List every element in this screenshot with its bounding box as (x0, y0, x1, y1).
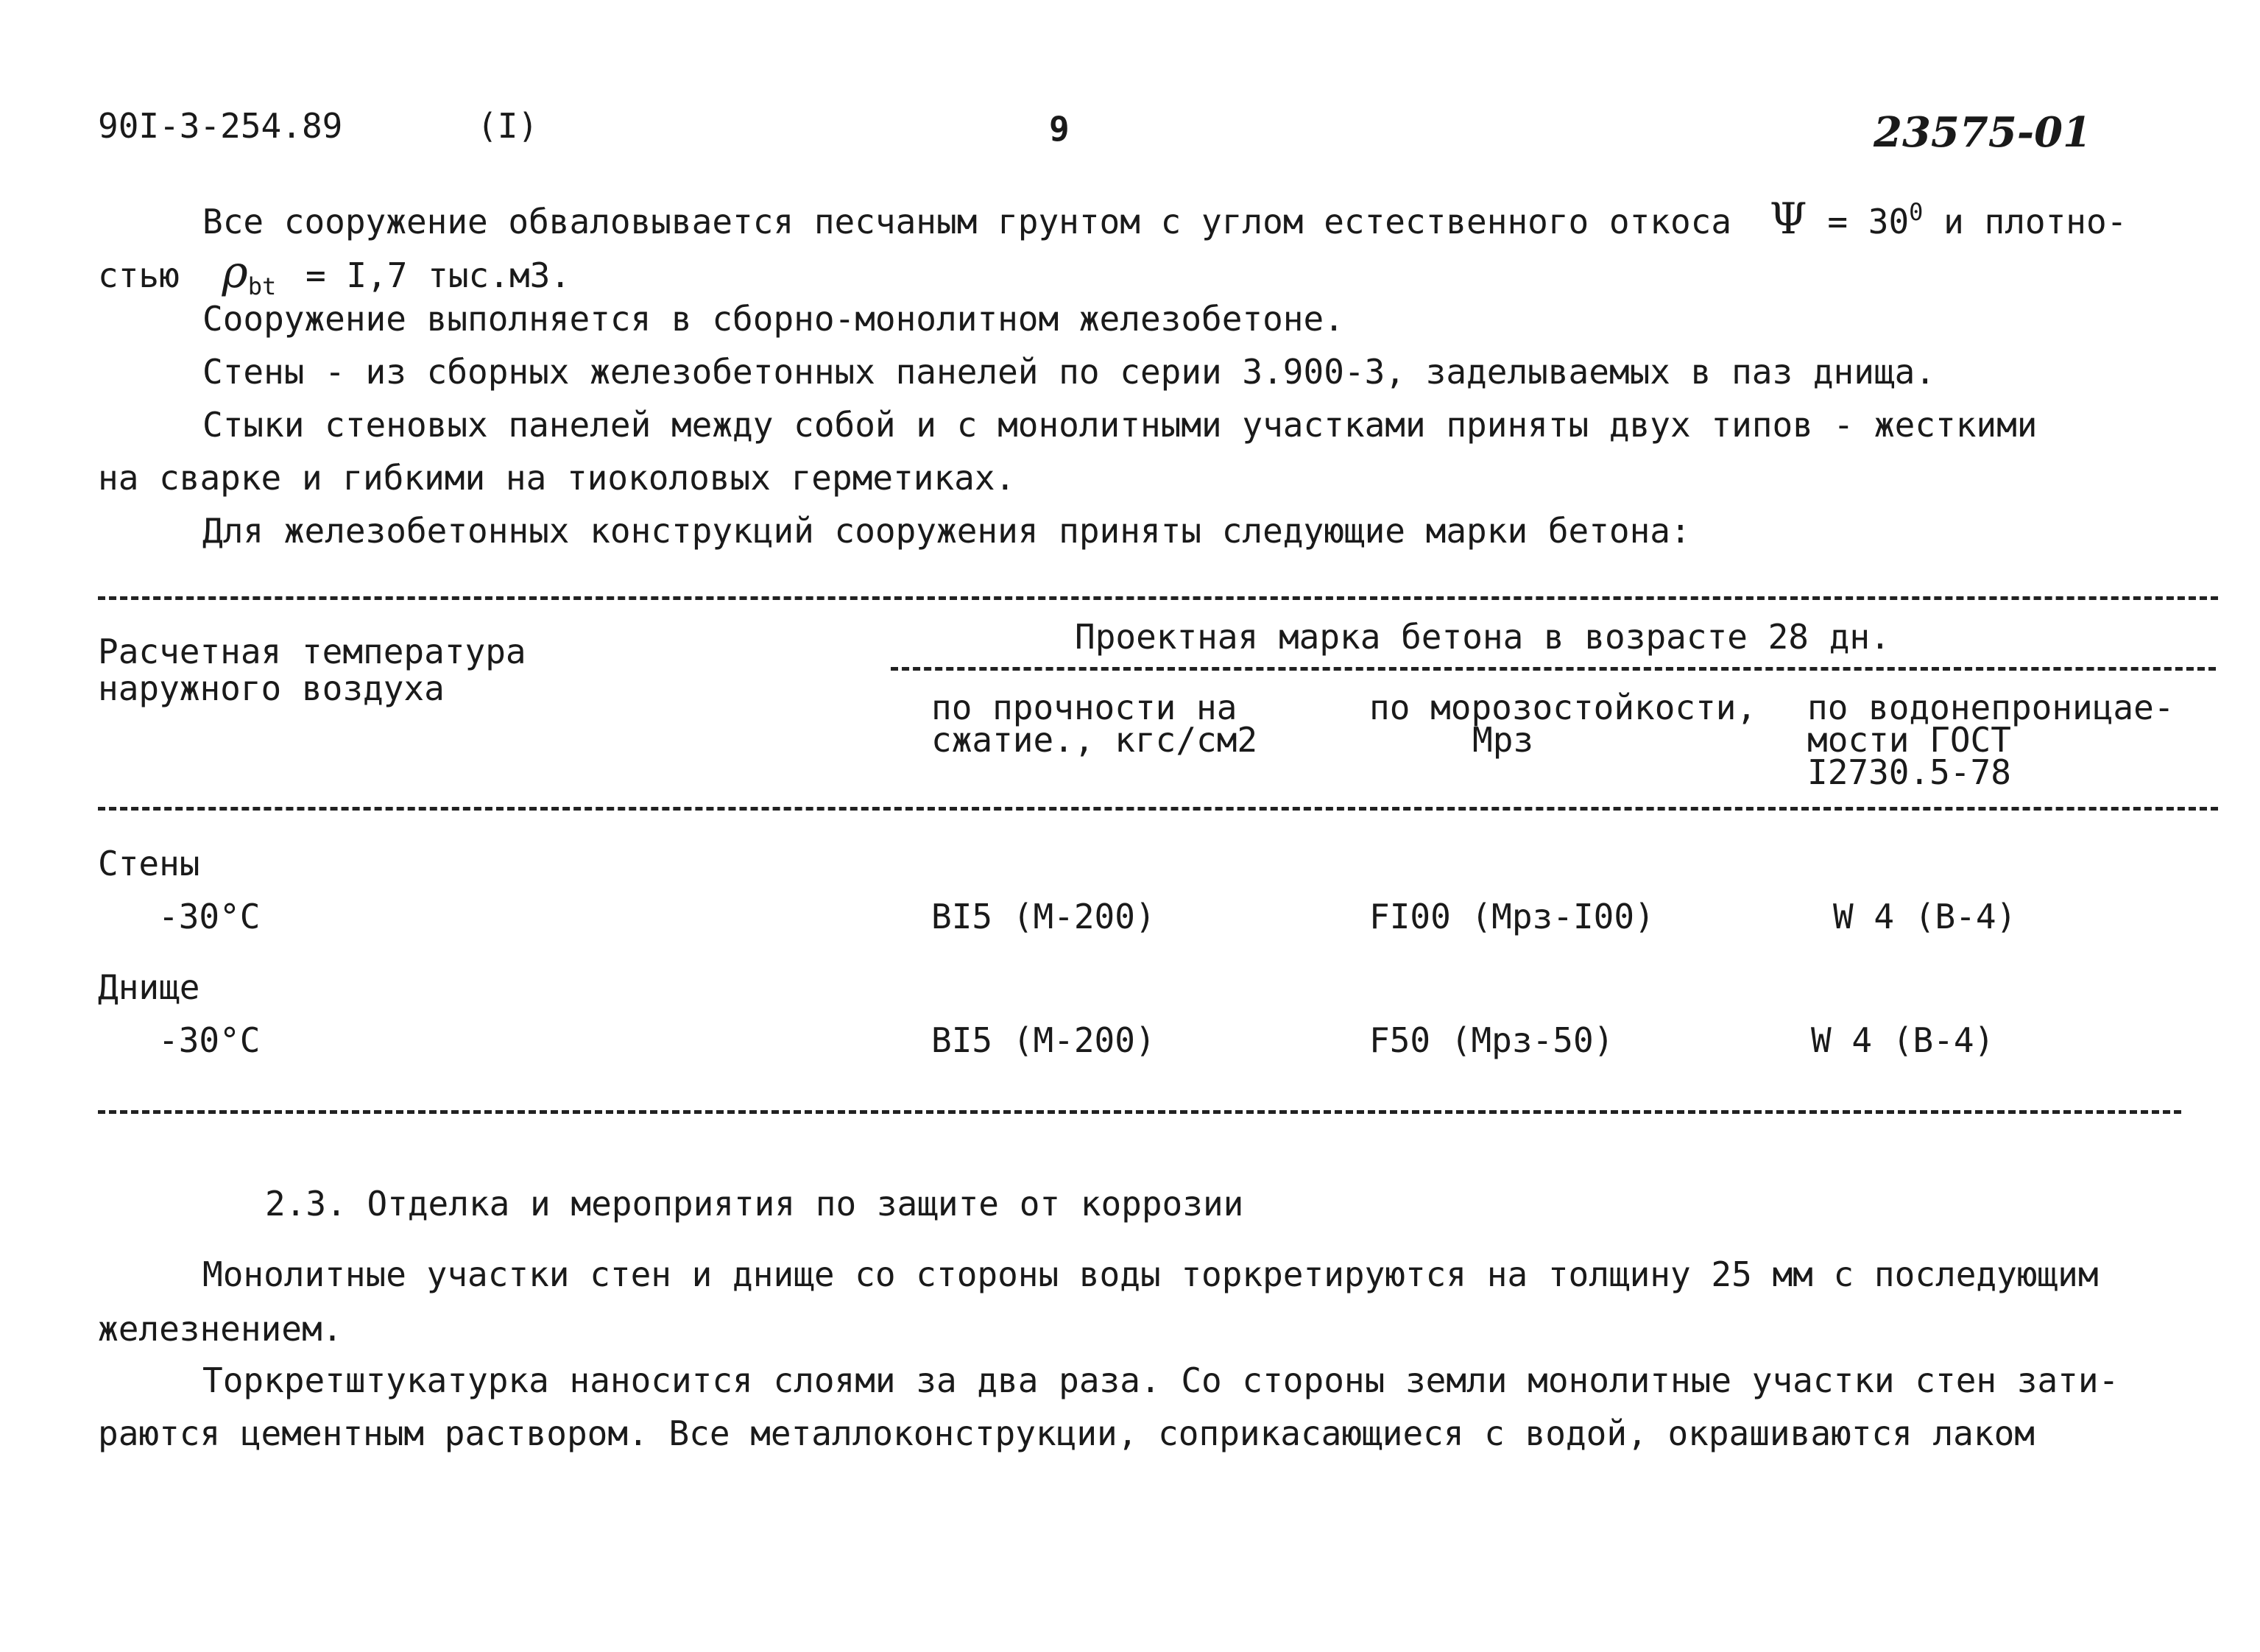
volume-number: (I) (477, 106, 539, 146)
section-heading: 2.3. Отделка и мероприятия по защите от коррозии (265, 1184, 1244, 1224)
paragraph-4-line-2: на сварке и гибкими на тиоколовых герметиках. (98, 458, 1016, 498)
paragraph-4-line-1: Стыки стеновых панелей между собой и с монолитными участками приняты двух типов - жесткими (202, 405, 2038, 445)
rho-subscript: bt (247, 272, 277, 300)
paragraph-2: Сооружение выполняется в сборно-монолитном железобетоне. (202, 299, 1344, 339)
group-header-rule (891, 667, 2216, 671)
page-number: 9 (1049, 109, 1070, 149)
paragraph-1-text-c: и плотно- (1943, 202, 2127, 241)
section-paragraph-1-line-1: Монолитные участки стен и днище со стороны воды торкретируются на толщину 25 мм с последующим (202, 1254, 2099, 1294)
angle-value: = 30 (1827, 202, 1910, 241)
water-header-line-2: мости ГОСТ (1807, 720, 2011, 760)
row-1-water: W 4 (B-4) (1833, 897, 2017, 936)
water-header-line-3: I2730.5-78 (1807, 752, 2011, 792)
row-1-temperature: -30°C (158, 897, 261, 936)
section-paragraph-1-line-2: железнением. (98, 1309, 343, 1349)
row-1-strength: BI5 (M-200) (931, 897, 1156, 936)
table-top-rule (98, 596, 2218, 600)
paragraph-3: Стены - из сборных железобетонных панелей по серии 3.900-3, заделываемых в паз днища. (202, 352, 1936, 392)
row-2-frost: F50 (Мрз-50) (1369, 1020, 1614, 1060)
section-paragraph-2-line-2: раются цементным раствором. Все металлоконструкции, соприкасающиеся с водой, окрашиваются лаком (98, 1413, 2035, 1453)
row-2-strength: BI5 (M-200) (931, 1020, 1156, 1060)
table-header-rule (98, 807, 2218, 811)
row-2-water: W 4 (B-4) (1811, 1020, 1995, 1060)
group-header: Проектная марка бетона в возрасте 28 дн. (1075, 617, 1890, 657)
paragraph-1-line-1 (202, 194, 2127, 244)
psi-symbol: Ψ (1769, 194, 1807, 244)
strength-header-line-1: по прочности на (931, 688, 1237, 727)
document-code: 90I-3-254.89 (98, 106, 343, 146)
row-1-frost: FI00 (Мрз-I00) (1369, 897, 1655, 936)
col1-header-line-1: Расчетная температура (98, 632, 526, 671)
rho-symbol: ρ (222, 247, 248, 298)
row-2-element: Днище (98, 967, 200, 1007)
frost-header-line-2: Мрз (1472, 720, 1534, 760)
density-value: = I,7 тыс.м3. (306, 255, 571, 295)
paragraph-1-text-d: стью (98, 255, 180, 295)
row-2-temperature: -30°C (158, 1020, 261, 1060)
degree-mark: 0 (1909, 198, 1924, 226)
section-paragraph-2-line-1: Торкретштукатурка наносится слоями за два раза. Со стороны земли монолитные участки стен зати- (202, 1360, 2119, 1400)
inventory-number: 23575-01 (1874, 108, 2091, 157)
row-1-element: Стены (98, 844, 200, 883)
water-header-line-1: по водонепроницае- (1807, 688, 2175, 727)
frost-header-line-1: по морозостойкости, (1369, 688, 1757, 727)
paragraph-1-line-2 (98, 247, 571, 300)
strength-header-line-2: сжатие., кгс/см2 (931, 720, 1258, 760)
table-bottom-rule (98, 1110, 2181, 1114)
paragraph-1-text-a: Все сооружение обваловывается песчаным грунтом с углом естественного откоса (202, 202, 1732, 241)
col1-header-line-2: наружного воздуха (98, 668, 445, 708)
paragraph-5: Для железобетонных конструкций сооружения приняты следующие марки бетона: (202, 511, 1691, 551)
